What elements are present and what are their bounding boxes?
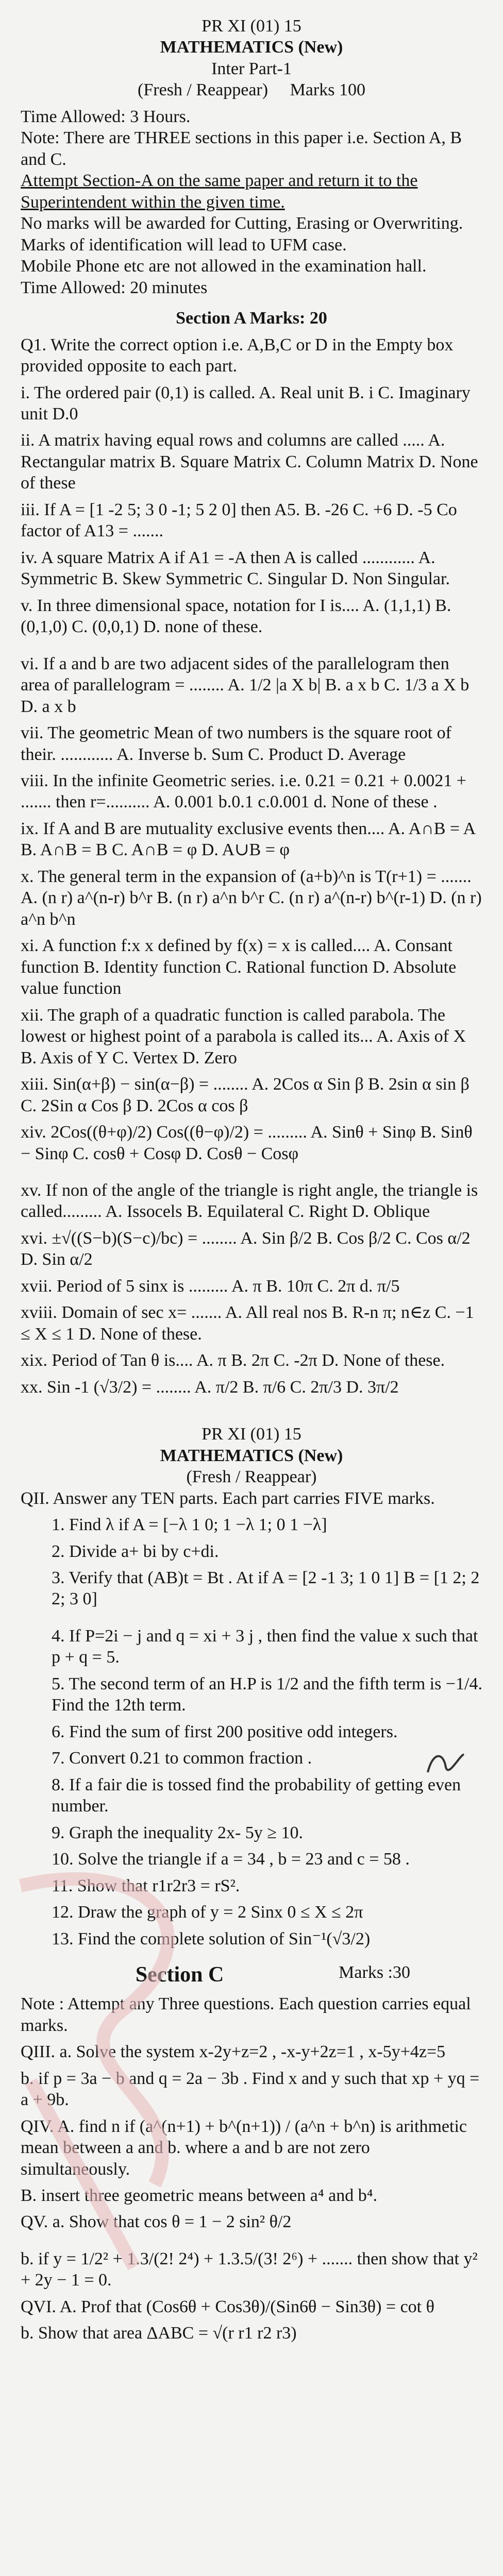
mcq-item [21,547,482,590]
mcq-text: The geometric Mean of two numbers is the square root of their. ............ A. Inverse b. Sum C. Product D. Average [21,723,451,764]
section-a-questions [21,382,482,1398]
mcq-item [21,1074,482,1116]
mcq-item [21,1302,482,1345]
question-text: If P=2i − j and q = xi + 3 j , then find the value x such that p + q = 5. [52,1626,478,1667]
mcq-text: Sin -1 (√3/2) = ........ A. π/2 B. π/6 C. 2π/3 D. 3π/2 [47,1377,399,1397]
part2-code: PR XI (01) 15 [202,1425,301,1444]
question-text: Show that r1r2r3 = rS². [77,1876,240,1895]
mcq-text: The ordered pair (0,1) is called. A. Real unit B. i C. Imaginary unit D.0 [21,383,471,423]
question-number: 5. [52,1674,65,1693]
mcq-item [21,1180,482,1223]
mcq-number: v. [21,596,33,615]
mcq-text: A function f:x x defined by f(x) = x is called.... A. Consant function B. Identity function C. Rational function D. Absolute value function [21,936,457,998]
question-text: Find the sum of first 200 positive odd integers. [69,1722,398,1741]
mcq-number: iv. [21,548,38,567]
section-c-questions [21,2041,482,2344]
mcq-number: xv. [21,1180,42,1200]
question-text: a. Solve the system x-2y+z=2 , -x-y+2z=1 , x-5y+4z=5 [59,2042,446,2062]
mcq-text: 2Cos((θ+φ)/2) Cos((θ−φ)/2) = ......... A. Sinθ + Sinφ B. Sinθ − Sinφ C. cosθ + Cosφ D. Cosθ − Cosφ [21,1123,473,1163]
question-number: 7. [52,1749,65,1768]
mcq-item [21,499,482,542]
question-text: A. Prof that (Cos6θ + Cos3θ)/(Sin6θ − Sin3θ) = cot θ [59,2297,434,2316]
mcq-item [21,653,482,717]
question-number: QIII. [21,2042,56,2062]
mcq-text: If A = [1 -2 5; 3 0 -1; 5 2 0] then A5. B. -26 C. +6 D. -5 Co factor of A13 = ....... [21,500,457,541]
mcq-text: A matrix having equal rows and columns are called ..... A. Rectangular matrix B. Square Matrix C. Column Matrix D. None of these [21,431,478,493]
mcq-text: ±√((S−b)(S−c)/bc) = ........ A. Sin β/2 B. Cos β/2 C. Cos α/2 D. Sin α/2 [21,1228,471,1269]
short-question [52,1875,482,1896]
session-label: (Fresh / Reappear) [138,80,269,100]
mcq-text: Period of Tan θ is.... A. π B. 2π C. -2π D. None of these. [52,1351,445,1370]
short-question [52,1673,482,1716]
mcq-item [21,1377,482,1398]
question-text: b. if y = 1/2² + 1.3/(2! 2⁴) + 1.3.5/(3! 2⁶) + ....... then show that y² + 2y − 1 = 0. [21,2249,478,2290]
question-number: 2. [52,1541,65,1561]
mcq-item [21,1350,482,1371]
mcq-item [21,1276,482,1297]
mcq-text: In three dimensional space, notation for I is.... A. (1,1,1) B. (0,1,0) C. (0,0,1) D. none of these. [21,596,451,637]
short-question [52,1748,482,1769]
question-number: 11. [52,1876,73,1895]
question-text: Draw the graph of y = 2 Sinx 0 ≤ X ≤ 2π [78,1903,363,1922]
mcq-text: If A and B are mutuality exclusive events then.... A. A∩B = A B. A∩B = B C. A∩B = φ D. A∪B = φ [21,819,475,860]
mcq-number: xii. [21,1005,44,1025]
question-text: Divide a+ bi by c+di. [69,1541,219,1561]
short-question [52,1514,482,1535]
mcq-number: xi. [21,936,39,956]
short-question [52,1902,482,1923]
question-text: The second term of an H.P is 1/2 and the fifth term is −1/4. Find the 12th term. [52,1674,482,1715]
mcq-number: xix. [21,1351,47,1370]
mcq-number: vi. [21,654,39,673]
note-attempt: Attempt Section-A on the same paper and return it to the Superintendent within the given time. [21,171,418,212]
long-question [21,2116,482,2180]
mcq-text: The general term in the expansion of (a+b)^n is T(r+1) = ....... A. (n r) a^(n-r) b^r B. (n r) a^n b^r C. (n r) a^(n-r) b^(r-1) D. (n r) a^n b^n [21,867,482,929]
question-text: b. Show that area ΔABC = √(r r1 r2 r3) [21,2324,297,2343]
section-a-title: Section A Marks: 20 [176,309,327,328]
question-number: 10. [52,1850,74,1869]
mcq-number: xviii. [21,1303,57,1323]
note-marks: No marks will be awarded for Cutting, Erasing or Overwriting. Marks of identification will lead to UFM case. [21,214,463,255]
section-c-note: Note : Attempt any Three questions. Each question carries equal marks. [21,1994,471,2035]
mcq-text: Domain of sec x= ....... A. All real nos B. R-n π; n∈z C. −1 ≤ X ≤ 1 D. None of these. [21,1303,474,1344]
time-section-a: Time Allowed: 20 minutes [21,278,208,297]
mcq-item [21,1228,482,1270]
short-question [52,1567,482,1610]
long-question [21,2248,482,2291]
long-question [21,2068,482,2111]
mcq-number: ii. [21,431,35,450]
mcq-text: Sin(α+β) − sin(α−β) = ........ A. 2Cos α Sin β B. 2sin α sin β C. 2Sin α Cos β D. 2Cos α cos β [21,1075,470,1115]
question-text: Find λ if A = [−λ 1 0; 1 −λ 1; 0 1 −λ] [69,1515,327,1535]
mcq-number: iii. [21,500,40,519]
question-number: 4. [52,1626,65,1646]
short-question [52,1721,482,1742]
mcq-text: The graph of a quadratic function is called parabola. The lowest or highest point of a parabola is called its... A. Axis of X B. Axis of Y C. Vertex D. Zero [21,1005,466,1067]
question-number: 9. [52,1823,65,1842]
short-question [52,1541,482,1562]
mcq-item [21,1005,482,1069]
question-number: 3. [52,1568,65,1587]
question-text: a. Show that cos θ = 1 − 2 sin² θ/2 [52,2212,292,2232]
section-b-questions [21,1514,482,1950]
question-number: 12. [52,1903,74,1922]
question-text: If a fair die is tossed find the probability of getting even number. [52,1775,461,1816]
mcq-number: ix. [21,819,39,838]
mcq-item [21,770,482,813]
short-question [52,1822,482,1843]
mcq-item [21,866,482,930]
short-question [52,1849,482,1870]
mcq-number: xiii. [21,1075,48,1094]
mcq-number: i. [21,383,30,402]
mcq-item [21,1122,482,1164]
question-text: Solve the triangle if a = 34 , b = 23 and c = 58 . [78,1850,410,1869]
mcq-item [21,722,482,765]
mcq-number: x. [21,867,34,886]
long-question [21,2296,482,2317]
session-line [21,79,482,100]
short-question [52,1625,482,1668]
short-question [52,1928,482,1950]
short-question [52,1774,482,1817]
section-c-marks: Marks :30 [339,1963,410,1982]
note-mobile: Mobile Phone etc are not allowed in the examination hall. [21,257,427,276]
total-marks: Marks 100 [290,80,365,100]
part2-session: (Fresh / Reappear) [186,1467,317,1487]
instructions-block [21,106,482,298]
question-text: Convert 0.21 to common fraction . [69,1749,312,1768]
mcq-text: Period of 5 sinx is ......... A. π B. 10π C. 2π d. π/5 [56,1276,400,1296]
question-number: 13. [52,1929,74,1948]
mcq-number: xvii. [21,1276,53,1296]
section-a-instruction: Q1. Write the correct option i.e. A,B,C or D in the Empty box provided opposite to each part. [21,335,454,376]
question-text: A. find n if (a^(n+1) + b^(n+1)) / (a^n + b^n) is arithmetic mean between a and b. where a and b are not zero simultaneously. [21,2116,467,2179]
mcq-text: If non of the angle of the triangle is right angle, the triangle is called......... A. Issocels B. Equilateral C. Right D. Oblique [21,1180,478,1222]
question-text: Verify that (AB)t = Bt . At if A = [2 -1 3; 1 0 1] B = [1 2; 2 2; 3 0] [52,1568,480,1609]
question-number: 1. [52,1515,65,1535]
question-number: 8. [52,1775,65,1794]
mcq-item [21,935,482,999]
mcq-text: In the infinite Geometric series. i.e. 0.21 = 0.21 + 0.0021 + ....... then r=.......... A. 0.001 b.0.1 c.0.001 d. None of these . [21,771,466,812]
time-allowed: Time Allowed: 3 Hours. [21,107,191,126]
long-question [21,2323,482,2344]
paper-code: PR XI (01) 15 [202,16,301,36]
question-number: QV. [21,2212,48,2232]
question-number: QVI. [21,2297,56,2316]
mcq-item [21,382,482,425]
mcq-number: xiv. [21,1123,46,1142]
long-question [21,2185,482,2206]
question-text: Graph the inequality 2x- 5y ≥ 10. [69,1823,303,1842]
mcq-item [21,595,482,638]
question-text: b. if p = 3a − b and q = 2a − 3b . Find x and y such that xp + yq = a + 9b. [21,2069,480,2110]
mcq-number: xvi. [21,1228,47,1248]
paper-level: Inter Part-1 [211,59,292,78]
mcq-number: vii. [21,723,44,743]
question-number: QIV. [21,2116,54,2136]
section-c-title [21,1962,482,1988]
note-sections: Note: There are THREE sections in this paper i.e. Section A, B and C. [21,128,462,169]
long-question [21,2211,482,2232]
question-text: Find the complete solution of Sin⁻¹(√3/2) [78,1929,371,1948]
long-question [21,2041,482,2062]
subject-title: MATHEMATICS (New) [160,38,343,57]
mcq-number: viii. [21,771,48,790]
question-number: 6. [52,1722,65,1741]
mcq-item [21,818,482,861]
question-text: B. insert three geometric means between a⁴ and b⁴. [21,2186,378,2206]
section-b-instruction: QII. Answer any TEN parts. Each part carries FIVE marks. [21,1488,435,1508]
mcq-item [21,430,482,494]
mcq-number: xx. [21,1377,43,1397]
mcq-text: If a and b are two adjacent sides of the parallelogram then area of parallelogram = ........ A. 1/2 |a X b| B. a x b C. 1/3 a X b D. a x b [21,654,470,716]
part2-subject: MATHEMATICS (New) [160,1446,343,1465]
section-c-heading: Section C [135,1963,224,1987]
mcq-text: A square Matrix A if A1 = -A then A is called ............ A. Symmetric B. Skew Symmetric C. Singular D. Non Singular. [21,548,450,589]
